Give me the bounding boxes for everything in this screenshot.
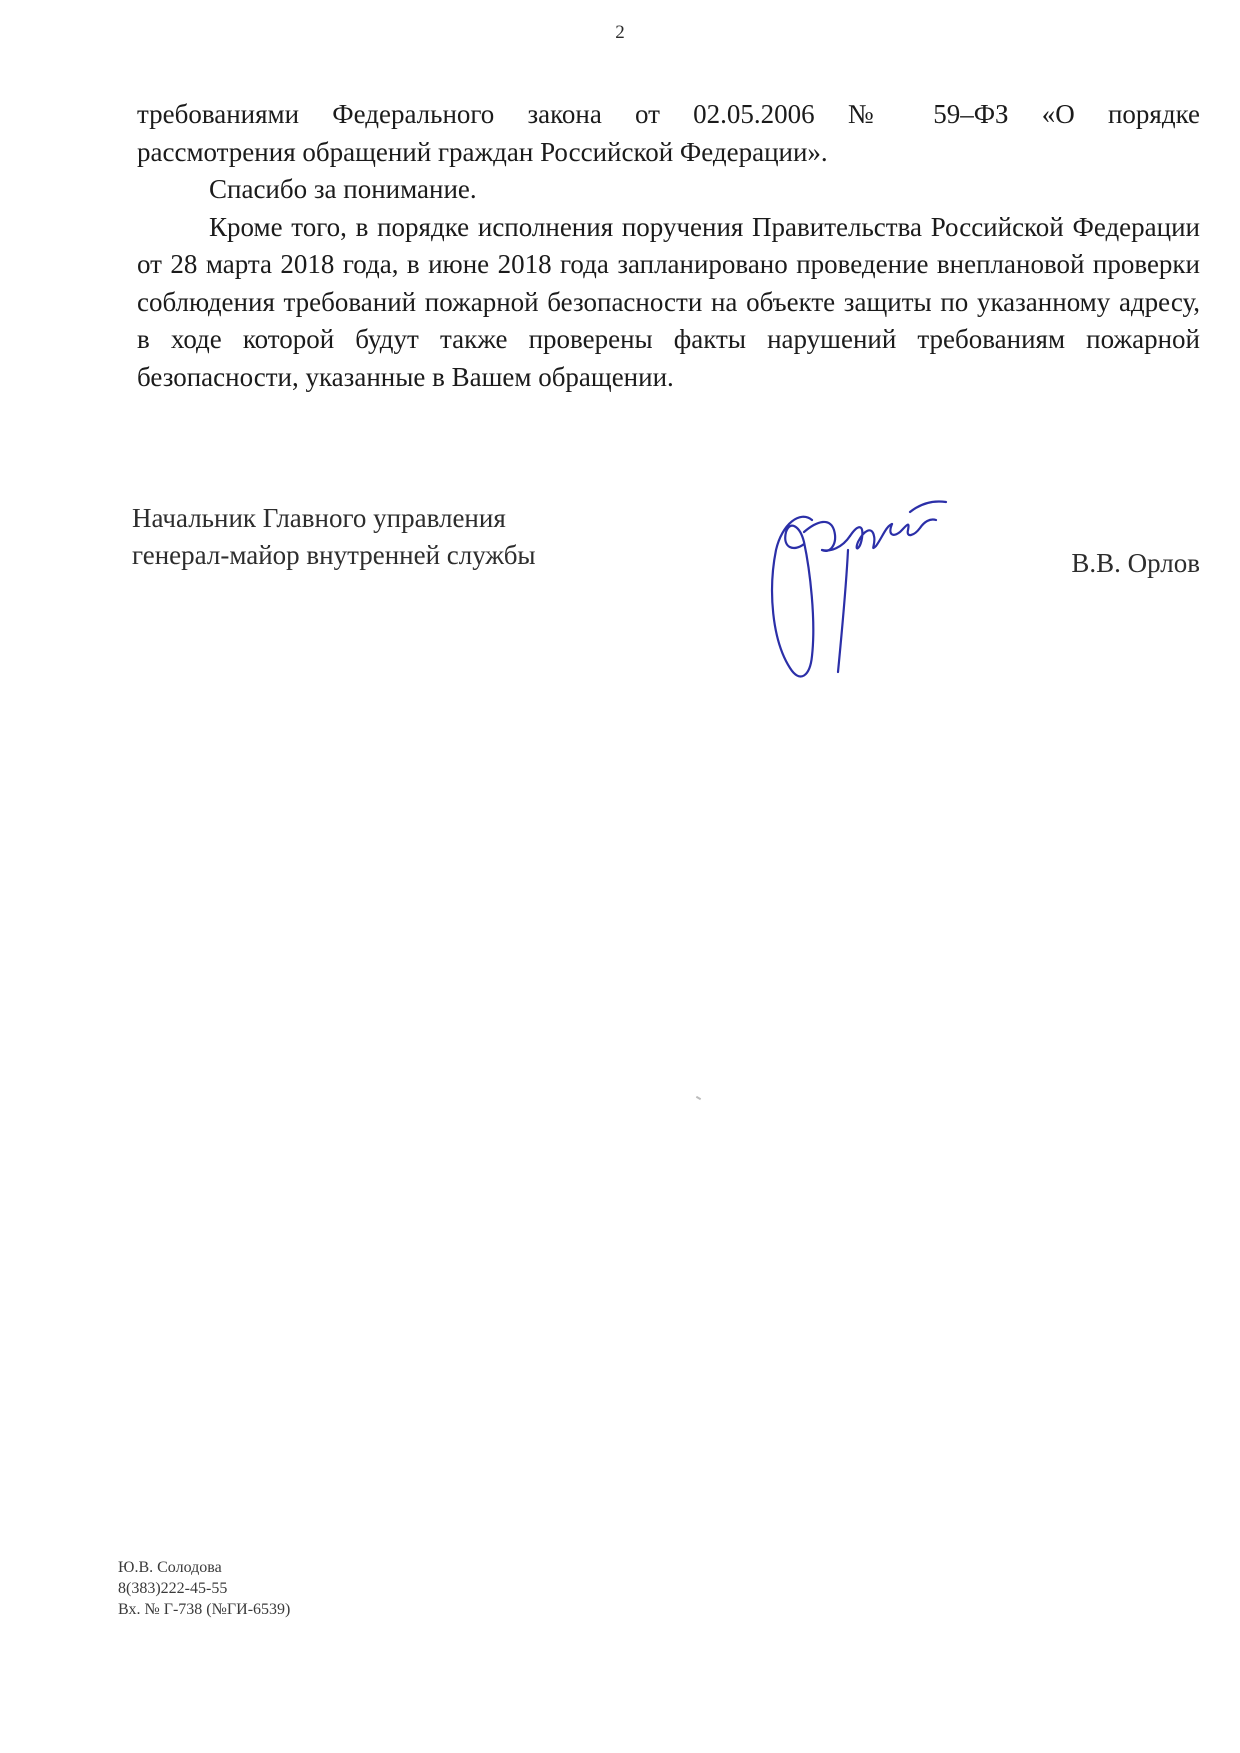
paragraph-law-reference-line-1: требованиями Федерального закона от 02.05.2006 № 59–ФЗ «О порядке [137,99,1200,129]
handwritten-signature [760,490,970,690]
paragraph-law-reference [137,96,1200,171]
paragraph-inspection: Кроме того, в порядке исполнения поручения Правительства Российской Федерации от 28 марта 2018 года, в июне 2018 года запланировано проведение внеплановой проверки соблюдения требований пожарной безопасности на объекте защиты по указанному адресу, в ходе которой будут также проверены факты нарушений требованиям пожарной безопасности, указанные в Вашем обращении. [137,211,1200,392]
paragraph-law-reference-line-2: рассмотрения обращений граждан Российской Федерации». [137,136,828,167]
incoming-reference: Вх. № Г-738 (№ГИ-6539) [118,1601,291,1618]
scan-speck [696,1096,701,1100]
executor-name: Ю.В. Солодова [118,1559,222,1576]
paragraph-thanks: Спасибо за понимание. [209,174,477,204]
signatory-position-line-1: Начальник Главного управления [132,503,506,533]
letter-body [137,96,1200,396]
page-number: 2 [615,22,625,43]
executor-phone: 8(383)222-45-55 [118,1580,228,1597]
signatory-name: В.В. Орлов [1071,548,1200,578]
signatory-position [132,500,536,574]
signatory-position-line-2: генерал-майор внутренней службы [132,540,536,570]
executor-footer [118,1557,290,1620]
